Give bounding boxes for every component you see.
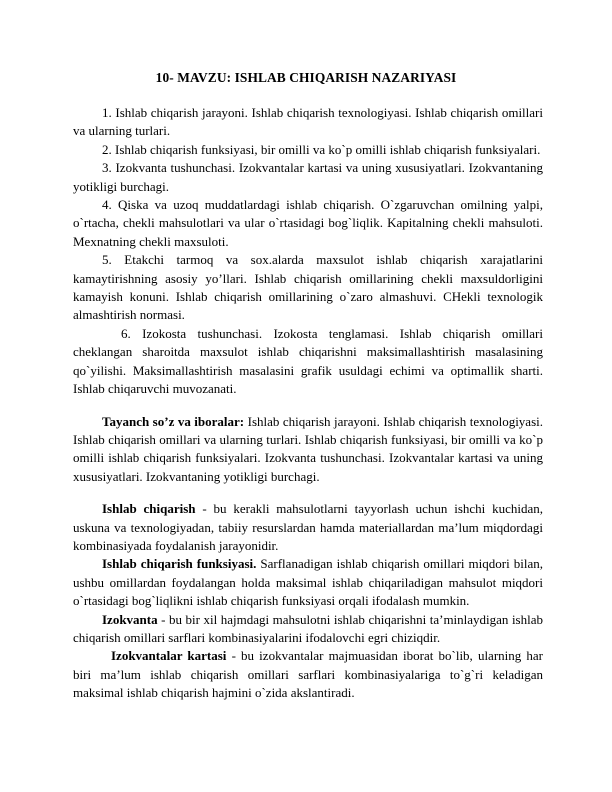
plan-item-2: 2. Ishlab chiqarish funksiyasi, bir omilli va ko`p omilli ishlab chiqarish funksiyalari.	[102, 141, 541, 157]
document-body	[73, 104, 543, 703]
plan-item-1: 1. Ishlab chiqarish jarayoni. Ishlab chiqarish texnologiyasi. Ishlab chiqarish omillari va ularning turlari.	[73, 105, 543, 139]
definition-text: - bu izokvantalar majmuasidan iborat bo`lib, ularning har biri ma’lum ishlab chiqarish omillari sarflari kombinasiyalariga to`g`ri keladigan maksimal ishlab chiqarish hajmini o`zida akslantiradi.	[73, 648, 544, 701]
spacer	[73, 399, 543, 413]
definition-text: Sarflanadigan ishlab chiqarish omillari miqdori bilan, ushbu omillardan foydalangan holda maksimal ishlab chiqariladigan mahsulot miqdori o`rtasidagi bog`liqlikni ishlab chiqarish funksiyasi orqali ifodalash mumkin.	[73, 556, 543, 609]
definition-paragraph	[73, 555, 543, 610]
keywords-label: Tayanch so’z va iboralar:	[102, 413, 245, 429]
definition-text: - bu bir xil hajmdagi mahsulotni ishlab chiqarishni ta’minlaydigan ishlab chiqarish omillari sarflari kombinasiyalarini ifodalovchi egri chiziqdir.	[73, 611, 543, 645]
definition-term: Ishlab chiqarish	[102, 501, 196, 517]
plan-item-5: 5. Etakchi tarmoq va sox.alarda maxsulot ishlab chiqarish xarajatlarini kamaytirishning asosiy yo’llari. Ishlab chiqarish omillarining chekli maxsuldorligini kamayish konuni. Ishlab chiqarish omillarining o`zaro almashuvi. CHekli texnologik almashtirish normasi.	[73, 252, 543, 323]
plan-item-3: 3. Izokvanta tushunchasi. Izokvantalar kartasi va uning xususiyatlari. Izokvantaning yotikligi burchagi.	[73, 160, 543, 194]
definition-paragraph	[73, 500, 543, 555]
page-title: 10- MAVZU: ISHLAB CHIQARISH NAZARIYASI	[155, 70, 457, 85]
plan-item-6: 6. Izokosta tushunchasi. Izokosta tenglamasi. Ishlab chiqarish omillari cheklangan sharoitda maxsulot ishlab chiqarishni maksimallashtirish masalasining qo`yilishi. Maksimallashtirish masalasini grafik usuldagi echimi va optimallik sharti. Ishlab chiqaruvchi muvozanati.	[73, 325, 543, 397]
definition-text: - bu kerakli mahsulotlarni tayyorlash uchun ishchi kuchidan, uskuna va texnologiyadan, tabiiy resurslardan hamda materiallardan ma’lum miqdordagi kombinasiyada foydalanish jarayonidir.	[73, 501, 543, 553]
definition-term: Ishlab chiqarish funksiyasi.	[102, 556, 257, 572]
definition-term: Izokvanta	[102, 611, 158, 627]
keywords-text: Ishlab chiqarish jarayoni. Ishlab chiqarish texnologiyasi. Ishlab chiqarish omillari va ularning turlari. Ishlab chiqarish funksiyasi, bir omilli va ko`p omilli ishlab chiqarish funksiyalari. Izokvanta tushunchasi. Izokvantalar kartasi va uning xususiyatlari. Izokvantaning yotikligi burchagi.	[73, 413, 543, 484]
definition-paragraph	[73, 647, 543, 702]
definition-paragraph	[73, 611, 543, 648]
definition-term: Izokvantalar kartasi	[111, 648, 227, 664]
spacer	[73, 486, 543, 500]
keywords-paragraph	[73, 413, 543, 487]
plan-item-4: 4. Qiska va uzoq muddatlardagi ishlab chiqarish. O`zgaruvchan omilning yalpi, o`rtacha, chekli mahsulotlari va ular o`rtasidagi bog`liqlik. Kapitalning chekli mahsuloti. Mexnatning chekli maxsuloti.	[73, 197, 543, 249]
